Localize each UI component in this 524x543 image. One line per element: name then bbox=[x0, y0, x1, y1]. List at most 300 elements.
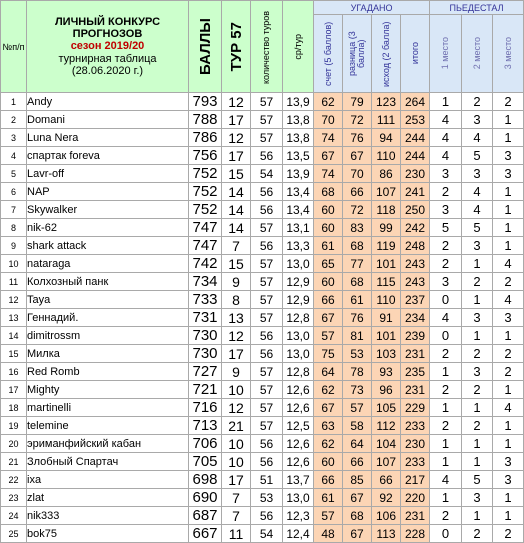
place1-column-header: 1 место bbox=[430, 15, 462, 93]
exact-score-cell: 60 bbox=[314, 453, 343, 471]
goal-diff-cell: 68 bbox=[343, 507, 372, 525]
games-count-cell: 56 bbox=[251, 453, 283, 471]
first-place-cell: 1 bbox=[430, 489, 462, 507]
second-place-cell: 1 bbox=[462, 435, 493, 453]
average-cell: 13,0 bbox=[283, 345, 314, 363]
goal-diff-cell: 72 bbox=[343, 111, 372, 129]
total-guessed-cell: 233 bbox=[401, 417, 430, 435]
total-guessed-cell: 228 bbox=[401, 525, 430, 543]
games-count-cell: 57 bbox=[251, 417, 283, 435]
rank-cell: 18 bbox=[1, 399, 27, 417]
rank-cell: 9 bbox=[1, 237, 27, 255]
points-cell: 752 bbox=[189, 165, 222, 183]
average-cell: 12,8 bbox=[283, 309, 314, 327]
points-cell: 742 bbox=[189, 255, 222, 273]
points-cell: 730 bbox=[189, 345, 222, 363]
total-column-header: итого bbox=[401, 15, 430, 93]
third-place-cell: 3 bbox=[493, 453, 524, 471]
tour-points-cell: 8 bbox=[222, 291, 251, 309]
second-place-cell: 1 bbox=[462, 327, 493, 345]
exact-score-cell: 65 bbox=[314, 255, 343, 273]
third-place-cell: 1 bbox=[493, 183, 524, 201]
standings-body bbox=[1, 93, 524, 543]
participant-name: эриманфийский кабан bbox=[27, 435, 189, 453]
second-place-cell: 1 bbox=[462, 507, 493, 525]
second-place-cell: 5 bbox=[462, 147, 493, 165]
participant-name: спартак foreva bbox=[27, 147, 189, 165]
outcome-cell: 94 bbox=[372, 129, 401, 147]
first-place-cell: 0 bbox=[430, 291, 462, 309]
games-count-cell: 57 bbox=[251, 111, 283, 129]
exact-score-cell: 74 bbox=[314, 129, 343, 147]
first-place-cell: 1 bbox=[430, 399, 462, 417]
average-cell: 12,6 bbox=[283, 381, 314, 399]
average-cell: 12,5 bbox=[283, 417, 314, 435]
average-cell: 12,9 bbox=[283, 291, 314, 309]
exact-score-cell: 62 bbox=[314, 93, 343, 111]
games-count-cell: 56 bbox=[251, 183, 283, 201]
third-place-cell: 2 bbox=[493, 525, 524, 543]
exact-score-cell: 67 bbox=[314, 399, 343, 417]
average-cell: 13,4 bbox=[283, 201, 314, 219]
second-place-cell: 2 bbox=[462, 273, 493, 291]
rank-cell: 4 bbox=[1, 147, 27, 165]
outcome-cell: 104 bbox=[372, 435, 401, 453]
average-cell: 12,3 bbox=[283, 507, 314, 525]
outcome-cell: 123 bbox=[372, 93, 401, 111]
second-place-cell: 3 bbox=[462, 165, 493, 183]
participant-name: ixa bbox=[27, 471, 189, 489]
total-guessed-cell: 243 bbox=[401, 255, 430, 273]
games-count-cell: 57 bbox=[251, 129, 283, 147]
average-cell: 12,9 bbox=[283, 273, 314, 291]
second-place-cell: 5 bbox=[462, 219, 493, 237]
tour-points-cell: 7 bbox=[222, 237, 251, 255]
tour-points-cell: 7 bbox=[222, 489, 251, 507]
rank-cell: 6 bbox=[1, 183, 27, 201]
games-count-cell: 51 bbox=[251, 471, 283, 489]
games-count-cell: 57 bbox=[251, 309, 283, 327]
exact-score-cell: 60 bbox=[314, 273, 343, 291]
outcome-cell: 110 bbox=[372, 291, 401, 309]
first-place-cell: 4 bbox=[430, 129, 462, 147]
tour-points-cell: 14 bbox=[222, 219, 251, 237]
games-count-cell: 57 bbox=[251, 363, 283, 381]
participant-name: martinelli bbox=[27, 399, 189, 417]
goal-diff-cell: 76 bbox=[343, 309, 372, 327]
participant-name: Lavr-off bbox=[27, 165, 189, 183]
points-cell: 756 bbox=[189, 147, 222, 165]
score-column-header: счет (5 баллов) bbox=[314, 15, 343, 93]
third-place-cell: 1 bbox=[493, 507, 524, 525]
avg-column-header: ср/тур bbox=[283, 1, 314, 93]
third-place-cell: 1 bbox=[493, 381, 524, 399]
points-cell: 747 bbox=[189, 219, 222, 237]
table-row bbox=[1, 507, 524, 525]
total-guessed-cell: 231 bbox=[401, 345, 430, 363]
goal-diff-cell: 64 bbox=[343, 435, 372, 453]
second-place-cell: 1 bbox=[462, 453, 493, 471]
second-place-cell: 1 bbox=[462, 255, 493, 273]
rank-cell: 10 bbox=[1, 255, 27, 273]
rank-cell: 24 bbox=[1, 507, 27, 525]
tour-points-cell: 21 bbox=[222, 417, 251, 435]
first-place-cell: 3 bbox=[430, 273, 462, 291]
participant-name: Luna Nera bbox=[27, 129, 189, 147]
exact-score-cell: 75 bbox=[314, 345, 343, 363]
rank-cell: 22 bbox=[1, 471, 27, 489]
season-label: сезон 2019/20 bbox=[70, 40, 145, 52]
outcome-cell: 111 bbox=[372, 111, 401, 129]
outcome-cell: 101 bbox=[372, 327, 401, 345]
average-cell: 12,8 bbox=[283, 363, 314, 381]
second-place-cell: 3 bbox=[462, 309, 493, 327]
participant-name: NAP bbox=[27, 183, 189, 201]
games-count-cell: 54 bbox=[251, 165, 283, 183]
points-cell: 705 bbox=[189, 453, 222, 471]
table-row bbox=[1, 183, 524, 201]
rank-cell: 7 bbox=[1, 201, 27, 219]
exact-score-cell: 60 bbox=[314, 201, 343, 219]
total-guessed-cell: 231 bbox=[401, 381, 430, 399]
table-row bbox=[1, 381, 524, 399]
outcome-cell: 119 bbox=[372, 237, 401, 255]
goal-diff-cell: 78 bbox=[343, 363, 372, 381]
guessed-group-header: УГАДАНО bbox=[314, 1, 430, 15]
second-place-cell: 3 bbox=[462, 489, 493, 507]
tour-points-cell: 17 bbox=[222, 147, 251, 165]
outcome-cell: 113 bbox=[372, 525, 401, 543]
average-cell: 13,0 bbox=[283, 327, 314, 345]
average-cell: 13,4 bbox=[283, 183, 314, 201]
rank-cell: 25 bbox=[1, 525, 27, 543]
participant-name: Колхозный панк bbox=[27, 273, 189, 291]
third-place-cell: 3 bbox=[493, 309, 524, 327]
points-cell: 752 bbox=[189, 183, 222, 201]
average-cell: 12,4 bbox=[283, 525, 314, 543]
first-place-cell: 1 bbox=[430, 453, 462, 471]
table-row bbox=[1, 201, 524, 219]
table-row bbox=[1, 417, 524, 435]
third-place-cell: 1 bbox=[493, 237, 524, 255]
third-place-cell: 2 bbox=[493, 93, 524, 111]
points-cell: 727 bbox=[189, 363, 222, 381]
exact-score-cell: 57 bbox=[314, 327, 343, 345]
rank-cell: 5 bbox=[1, 165, 27, 183]
third-place-cell: 4 bbox=[493, 255, 524, 273]
average-cell: 13,0 bbox=[283, 255, 314, 273]
third-place-cell: 3 bbox=[493, 147, 524, 165]
goal-diff-cell: 85 bbox=[343, 471, 372, 489]
total-guessed-cell: 243 bbox=[401, 273, 430, 291]
third-place-cell: 1 bbox=[493, 129, 524, 147]
participant-name: Domani bbox=[27, 111, 189, 129]
average-cell: 12,6 bbox=[283, 435, 314, 453]
outcome-cell: 110 bbox=[372, 147, 401, 165]
third-place-cell: 1 bbox=[493, 111, 524, 129]
table-row bbox=[1, 129, 524, 147]
outcome-cell: 115 bbox=[372, 273, 401, 291]
total-guessed-cell: 220 bbox=[401, 489, 430, 507]
outcome-cell: 92 bbox=[372, 489, 401, 507]
second-place-cell: 3 bbox=[462, 363, 493, 381]
first-place-cell: 2 bbox=[430, 255, 462, 273]
table-row bbox=[1, 219, 524, 237]
participant-name: Skywalker bbox=[27, 201, 189, 219]
second-place-cell: 2 bbox=[462, 525, 493, 543]
second-place-cell: 2 bbox=[462, 93, 493, 111]
games-column-header: количество туров bbox=[251, 1, 283, 93]
games-count-cell: 54 bbox=[251, 525, 283, 543]
exact-score-cell: 61 bbox=[314, 237, 343, 255]
participant-name: Mighty bbox=[27, 381, 189, 399]
goal-diff-cell: 61 bbox=[343, 291, 372, 309]
third-place-cell: 4 bbox=[493, 291, 524, 309]
goal-diff-cell: 67 bbox=[343, 489, 372, 507]
title-line-1: ЛИЧНЫЙ КОНКУРС bbox=[54, 16, 161, 28]
total-guessed-cell: 250 bbox=[401, 201, 430, 219]
third-place-cell: 4 bbox=[493, 399, 524, 417]
exact-score-cell: 67 bbox=[314, 309, 343, 327]
second-place-cell: 4 bbox=[462, 129, 493, 147]
points-cell: 734 bbox=[189, 273, 222, 291]
total-guessed-cell: 237 bbox=[401, 291, 430, 309]
exact-score-cell: 66 bbox=[314, 471, 343, 489]
table-title-block bbox=[27, 1, 189, 93]
points-cell: 786 bbox=[189, 129, 222, 147]
first-place-cell: 1 bbox=[430, 435, 462, 453]
rank-cell: 8 bbox=[1, 219, 27, 237]
exact-score-cell: 64 bbox=[314, 363, 343, 381]
table-row bbox=[1, 291, 524, 309]
first-place-cell: 0 bbox=[430, 525, 462, 543]
tour-points-cell: 9 bbox=[222, 273, 251, 291]
tour-points-cell: 11 bbox=[222, 525, 251, 543]
table-row bbox=[1, 345, 524, 363]
tour-points-cell: 7 bbox=[222, 507, 251, 525]
second-place-cell: 3 bbox=[462, 237, 493, 255]
second-place-cell: 4 bbox=[462, 201, 493, 219]
tour-points-cell: 10 bbox=[222, 381, 251, 399]
second-place-cell: 5 bbox=[462, 471, 493, 489]
table-row bbox=[1, 489, 524, 507]
exact-score-cell: 60 bbox=[314, 219, 343, 237]
title-line-2: ПРОГНОЗОВ bbox=[72, 28, 143, 40]
average-cell: 13,7 bbox=[283, 471, 314, 489]
goal-diff-cell: 68 bbox=[343, 273, 372, 291]
tour-points-cell: 14 bbox=[222, 201, 251, 219]
participant-name: Милка bbox=[27, 345, 189, 363]
table-row bbox=[1, 93, 524, 111]
points-cell: 716 bbox=[189, 399, 222, 417]
games-count-cell: 57 bbox=[251, 381, 283, 399]
participant-name: Злобный Спартач bbox=[27, 453, 189, 471]
goal-diff-cell: 68 bbox=[343, 237, 372, 255]
tour-points-cell: 12 bbox=[222, 399, 251, 417]
outcome-cell: 118 bbox=[372, 201, 401, 219]
participant-name: nataraga bbox=[27, 255, 189, 273]
total-guessed-cell: 217 bbox=[401, 471, 430, 489]
games-count-cell: 57 bbox=[251, 273, 283, 291]
first-place-cell: 5 bbox=[430, 219, 462, 237]
games-count-cell: 56 bbox=[251, 507, 283, 525]
table-row bbox=[1, 165, 524, 183]
exact-score-cell: 62 bbox=[314, 435, 343, 453]
points-cell: 667 bbox=[189, 525, 222, 543]
participant-name: Red Romb bbox=[27, 363, 189, 381]
total-guessed-cell: 264 bbox=[401, 93, 430, 111]
rank-cell: 20 bbox=[1, 435, 27, 453]
third-place-cell: 2 bbox=[493, 273, 524, 291]
participant-name: shark attack bbox=[27, 237, 189, 255]
exact-score-cell: 61 bbox=[314, 489, 343, 507]
first-place-cell: 3 bbox=[430, 201, 462, 219]
total-guessed-cell: 241 bbox=[401, 183, 430, 201]
third-place-cell: 1 bbox=[493, 435, 524, 453]
second-place-cell: 2 bbox=[462, 345, 493, 363]
games-count-cell: 56 bbox=[251, 327, 283, 345]
goal-diff-cell: 70 bbox=[343, 165, 372, 183]
third-place-cell: 1 bbox=[493, 327, 524, 345]
total-guessed-cell: 229 bbox=[401, 399, 430, 417]
participant-name: dimitrossm bbox=[27, 327, 189, 345]
rank-cell: 1 bbox=[1, 93, 27, 111]
tour-points-cell: 15 bbox=[222, 255, 251, 273]
rank-cell: 11 bbox=[1, 273, 27, 291]
table-row bbox=[1, 471, 524, 489]
games-count-cell: 57 bbox=[251, 255, 283, 273]
exact-score-cell: 70 bbox=[314, 111, 343, 129]
rank-cell: 19 bbox=[1, 417, 27, 435]
second-place-cell: 2 bbox=[462, 381, 493, 399]
goal-diff-cell: 72 bbox=[343, 201, 372, 219]
participant-name: Геннадий. bbox=[27, 309, 189, 327]
exact-score-cell: 74 bbox=[314, 165, 343, 183]
goal-diff-cell: 58 bbox=[343, 417, 372, 435]
first-place-cell: 2 bbox=[430, 381, 462, 399]
tour-points-cell: 12 bbox=[222, 93, 251, 111]
points-cell: 721 bbox=[189, 381, 222, 399]
points-cell: 706 bbox=[189, 435, 222, 453]
tour-points-cell: 17 bbox=[222, 111, 251, 129]
rank-cell: 17 bbox=[1, 381, 27, 399]
points-cell: 752 bbox=[189, 201, 222, 219]
outcome-cell: 93 bbox=[372, 363, 401, 381]
goal-diff-cell: 77 bbox=[343, 255, 372, 273]
third-place-cell: 1 bbox=[493, 417, 524, 435]
podium-group-header: ПЬЕДЕСТАЛ bbox=[430, 1, 524, 15]
average-cell: 13,1 bbox=[283, 219, 314, 237]
participant-name: zlat bbox=[27, 489, 189, 507]
outcome-cell: 66 bbox=[372, 471, 401, 489]
rank-cell: 23 bbox=[1, 489, 27, 507]
table-row bbox=[1, 273, 524, 291]
exact-score-cell: 63 bbox=[314, 417, 343, 435]
tour-column-header: ТУР 57 bbox=[222, 1, 251, 93]
exact-score-cell: 66 bbox=[314, 291, 343, 309]
outcome-cell: 86 bbox=[372, 165, 401, 183]
rank-cell: 16 bbox=[1, 363, 27, 381]
place3-column-header: 3 место bbox=[493, 15, 524, 93]
tour-points-cell: 12 bbox=[222, 129, 251, 147]
rank-column-header: №п/п bbox=[1, 1, 27, 93]
tour-points-cell: 17 bbox=[222, 345, 251, 363]
tour-points-cell: 15 bbox=[222, 165, 251, 183]
table-row bbox=[1, 525, 524, 543]
rank-cell: 15 bbox=[1, 345, 27, 363]
total-guessed-cell: 248 bbox=[401, 237, 430, 255]
tour-points-cell: 10 bbox=[222, 435, 251, 453]
first-place-cell: 1 bbox=[430, 93, 462, 111]
goal-diff-cell: 81 bbox=[343, 327, 372, 345]
third-place-cell: 1 bbox=[493, 489, 524, 507]
table-row bbox=[1, 363, 524, 381]
games-count-cell: 56 bbox=[251, 147, 283, 165]
games-count-cell: 56 bbox=[251, 345, 283, 363]
first-place-cell: 4 bbox=[430, 111, 462, 129]
third-place-cell: 2 bbox=[493, 363, 524, 381]
place2-column-header: 2 место bbox=[462, 15, 493, 93]
participant-name: bok75 bbox=[27, 525, 189, 543]
table-row bbox=[1, 309, 524, 327]
points-cell: 698 bbox=[189, 471, 222, 489]
outcome-cell: 91 bbox=[372, 309, 401, 327]
tour-points-cell: 17 bbox=[222, 471, 251, 489]
goal-diff-cell: 57 bbox=[343, 399, 372, 417]
average-cell: 13,5 bbox=[283, 147, 314, 165]
table-row bbox=[1, 327, 524, 345]
tour-points-cell: 12 bbox=[222, 327, 251, 345]
total-guessed-cell: 230 bbox=[401, 165, 430, 183]
participant-name: nik333 bbox=[27, 507, 189, 525]
table-row bbox=[1, 435, 524, 453]
total-guessed-cell: 233 bbox=[401, 453, 430, 471]
average-cell: 13,9 bbox=[283, 165, 314, 183]
rank-cell: 2 bbox=[1, 111, 27, 129]
second-place-cell: 1 bbox=[462, 291, 493, 309]
exact-score-cell: 68 bbox=[314, 183, 343, 201]
tour-points-cell: 13 bbox=[222, 309, 251, 327]
first-place-cell: 1 bbox=[430, 363, 462, 381]
average-cell: 13,3 bbox=[283, 237, 314, 255]
rank-cell: 13 bbox=[1, 309, 27, 327]
average-cell: 12,6 bbox=[283, 453, 314, 471]
first-place-cell: 2 bbox=[430, 507, 462, 525]
table-row bbox=[1, 255, 524, 273]
total-guessed-cell: 230 bbox=[401, 435, 430, 453]
points-cell: 690 bbox=[189, 489, 222, 507]
tour-points-cell: 9 bbox=[222, 363, 251, 381]
outcome-cell: 99 bbox=[372, 219, 401, 237]
goal-diff-cell: 73 bbox=[343, 381, 372, 399]
first-place-cell: 4 bbox=[430, 147, 462, 165]
average-cell: 13,0 bbox=[283, 489, 314, 507]
first-place-cell: 2 bbox=[430, 183, 462, 201]
average-cell: 13,8 bbox=[283, 129, 314, 147]
points-cell: 733 bbox=[189, 291, 222, 309]
total-guessed-cell: 242 bbox=[401, 219, 430, 237]
table-header bbox=[1, 1, 524, 93]
table-row bbox=[1, 147, 524, 165]
table-row bbox=[1, 453, 524, 471]
outcome-cell: 103 bbox=[372, 345, 401, 363]
average-cell: 13,8 bbox=[283, 111, 314, 129]
table-row bbox=[1, 399, 524, 417]
points-column-header: БАЛЛЫ bbox=[189, 1, 222, 93]
goal-diff-cell: 79 bbox=[343, 93, 372, 111]
goal-diff-cell: 67 bbox=[343, 147, 372, 165]
rank-cell: 3 bbox=[1, 129, 27, 147]
